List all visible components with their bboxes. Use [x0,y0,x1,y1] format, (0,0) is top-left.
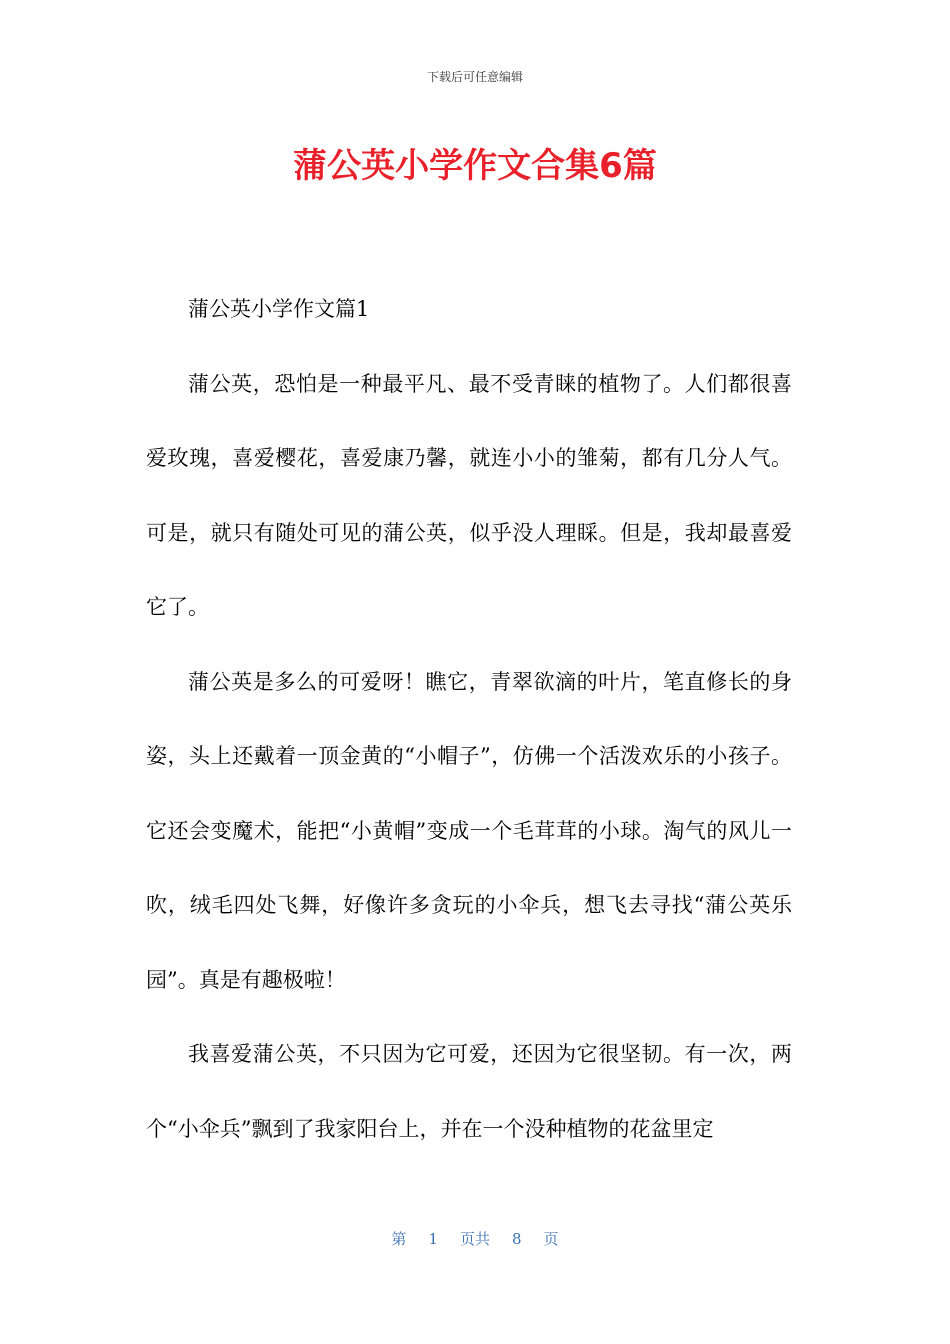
current-page-number: 1 [428,1230,438,1248]
page-label-suffix: 页 [543,1230,559,1248]
header-note: 下载后可任意编辑 [426,70,523,84]
paragraph-2: 蒲公英是多么的可爱呀！瞧它，青翠欲滴的叶片，笔直修长的身姿，头上还戴着一顶金黄的“小帽子”，仿佛一个活泼欢乐的小孩子。它还会变魔术，能把“小黄帽”变成一个毛茸茸的小球。淘气的风儿一吹，绒毛四处飞舞，好像许多贪玩的小伞兵，想飞去寻找“蒲公英乐园”。真是有趣极啦！ [146,669,792,992]
section-heading: 蒲公英小学作文篇1 [188,297,370,321]
document-body [146,272,792,1166]
paragraph-3: 我喜爱蒲公英，不只因为它可爱，还因为它很坚韧。有一次，两个“小伞兵”飘到了我家阳台上，并在一个没种植物的花盆里定 [146,1042,792,1141]
total-pages-number: 8 [512,1230,522,1248]
page-label-prefix: 第 [391,1230,407,1248]
paragraph-1: 蒲公英，恐怕是一种最平凡、最不受青睐的植物了。人们都很喜爱玫瑰，喜爱樱花，喜爱康乃馨，就连小小的雏菊，都有几分人气。可是，就只有随处可见的蒲公英，似乎没人理睬。但是，我却最喜爱它了。 [146,371,792,619]
page-label-middle: 页共 [459,1230,490,1248]
document-title: 蒲公英小学作文合集6篇 [293,146,657,186]
page-footer [0,1228,950,1249]
